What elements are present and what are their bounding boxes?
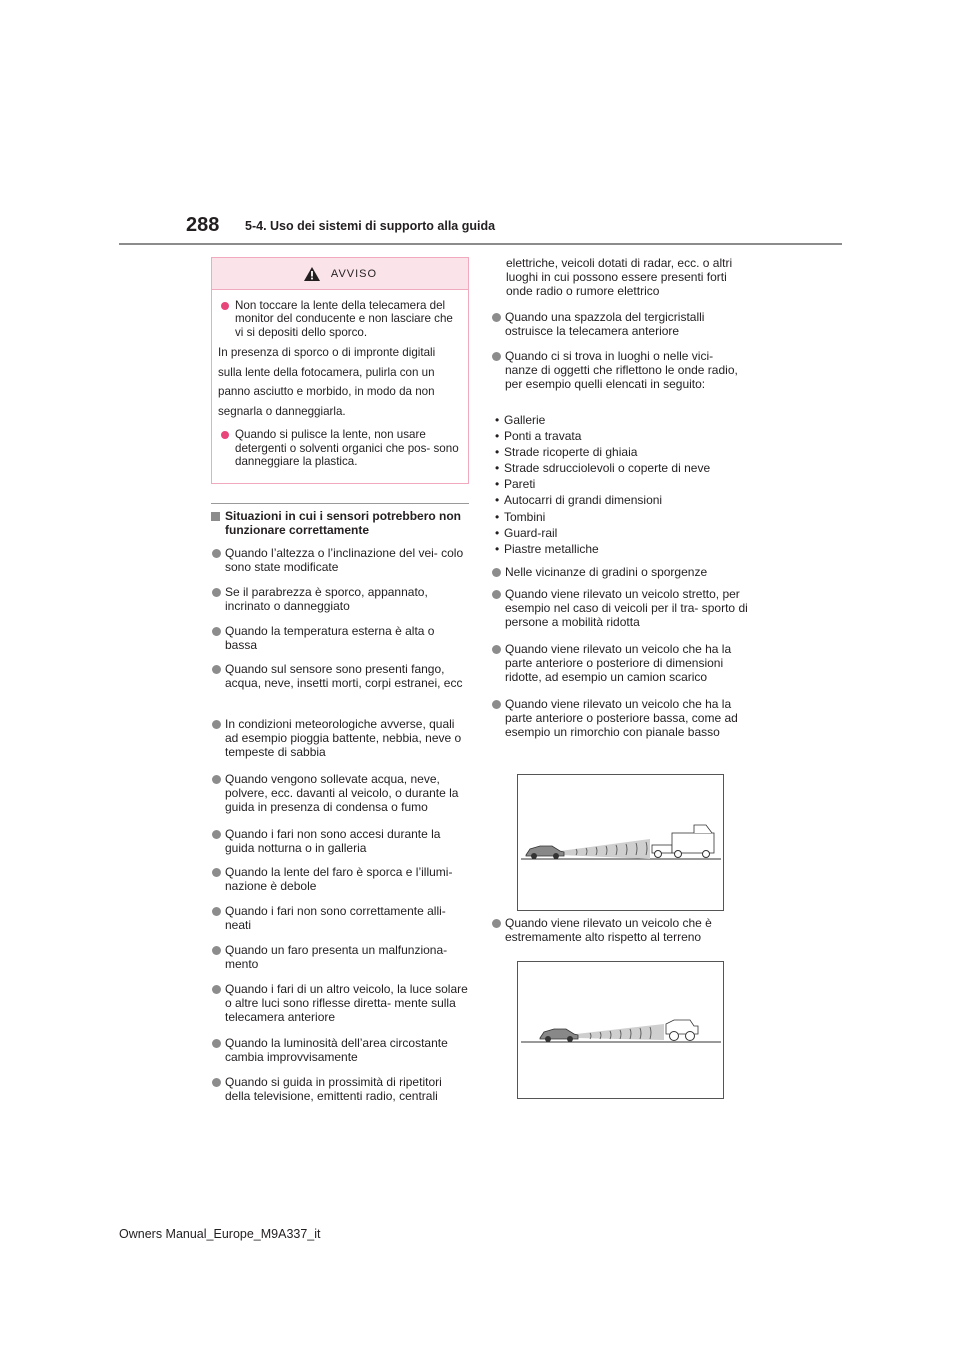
list-item: Quando si guida in prossimità di ripetitori della televisione, emittenti radio, centrali	[211, 1076, 469, 1104]
list-item: In condizioni meteorologiche avverse, quali ad esempio pioggia battente, nebbia, neve o tempeste di sabbia	[211, 718, 469, 759]
warning-paragraph-line: sulla lente della fotocamera, pulirla con un	[218, 365, 435, 379]
list-item: Quando l’altezza o l’inclinazione del vei- colo sono state modificate	[211, 547, 469, 575]
header-divider	[119, 243, 842, 245]
warning-paragraph	[218, 343, 462, 421]
list-item: Quando i fari non sono accesi durante la guida notturna o in galleria	[211, 828, 469, 856]
sub-list-item: • Ponti a travata	[495, 429, 582, 444]
continuation-text: elettriche, veicoli dotati di radar, ecc. o altri luoghi in cui possono essere presenti forti onde radio o rumore elettrico	[506, 256, 733, 298]
sub-list-item: • Piastre metalliche	[495, 541, 599, 556]
illustration-high-vehicle	[517, 961, 724, 1099]
warning-item-lens: Non toccare la lente della telecamera del monitor del conducente e non lasciare che vi si depositi dello sporco.	[218, 299, 462, 339]
list-item: Quando viene rilevato un veicolo stretto, per esempio nel caso di veicoli per il tra- sporto di persone a mobilità ridotta	[491, 588, 749, 629]
illustration-low-vehicle	[517, 774, 724, 911]
list-item: Quando i fari di un altro veicolo, la luce solare o altre luci sono riflesse diretta- mente sulla telecamera anteriore	[211, 983, 469, 1024]
sub-list-item: • Strade ricoperte di ghiaia	[495, 445, 638, 460]
list-item: Quando viene rilevato un veicolo che è estremamente alto rispetto al terreno	[491, 917, 749, 945]
list-item: Quando la temperatura esterna è alta o bassa	[211, 625, 469, 653]
sub-list-item: • Gallerie	[495, 413, 546, 427]
list-item: Quando ci si trova in luoghi o nelle vici- nanze di oggetti che riflettono le onde radio, per esempio quelli elencati in seguito:	[491, 350, 749, 391]
list-item: Se il parabrezza è sporco, appannato, incrinato o danneggiato	[211, 586, 469, 614]
reflective-objects-list	[495, 412, 745, 557]
sub-list-item: • Tombini	[495, 509, 546, 524]
list-item: Quando vengono sollevate acqua, neve, polvere, ecc. davanti al veicolo, o durante la guida in presenza di condensa o fumo	[211, 773, 469, 814]
warning-box	[211, 257, 469, 484]
list-item: Quando viene rilevato un veicolo che ha la parte anteriore o posteriore bassa, come ad esempio un rimorchio con pianale basso	[491, 698, 749, 739]
page-number: 288	[186, 214, 220, 236]
warning-title: AVVISO	[330, 267, 378, 280]
warning-paragraph-line: segnarla o danneggiarla.	[218, 404, 346, 418]
warning-triangle-icon	[303, 266, 321, 282]
warning-body	[212, 299, 468, 468]
list-item: Quando un faro presenta un malfunziona- mento	[211, 944, 469, 972]
section-title: 5-4. Uso dei sistemi di supporto alla guida	[245, 219, 496, 233]
sub-list-item: • Pareti	[495, 477, 536, 492]
sub-list-item: • Strade sdrucciolevoli o coperte di neve	[495, 461, 711, 476]
section-divider	[211, 503, 469, 504]
warning-item-cleaning: Quando si pulisce la lente, non usare detergenti o solventi organici che pos- sono danneggiare la plastica.	[218, 428, 462, 468]
sub-list-item: • Autocarri di grandi dimensioni	[495, 493, 663, 508]
list-item: Quando una spazzola del tergicristalli ostruisce la telecamera anteriore	[491, 311, 749, 339]
list-item: Quando la lente del faro è sporca e l’illumi- nazione è debole	[211, 866, 469, 894]
footer-text: Owners Manual_Europe_M9A337_it	[119, 1227, 321, 1241]
warning-paragraph-line: panno asciutto e morbido, in modo da non	[218, 385, 435, 399]
low-vehicle-illustration	[518, 775, 723, 910]
list-item: Quando i fari non sono correttamente alli- neati	[211, 905, 469, 933]
list-item: Quando viene rilevato un veicolo che ha la parte anteriore o posteriore di dimensioni ridotte, ad esempio un camion scarico	[491, 643, 749, 684]
warning-paragraph-line: In presenza di sporco o di impronte digitali	[218, 346, 436, 360]
list-item: Quando la luminosità dell’area circostante cambia improvvisamente	[211, 1037, 469, 1065]
list-item: Nelle vicinanze di gradini o sporgenze	[491, 566, 749, 580]
warning-header	[212, 258, 468, 290]
high-vehicle-illustration	[518, 962, 723, 1098]
list-item: Quando sul sensore sono presenti fango, acqua, neve, insetti morti, corpi estranei, ecc	[211, 663, 469, 691]
section-heading: Situazioni in cui i sensori potrebbero non funzionare correttamente	[211, 509, 469, 537]
sub-list-item: • Guard-rail	[495, 525, 558, 540]
